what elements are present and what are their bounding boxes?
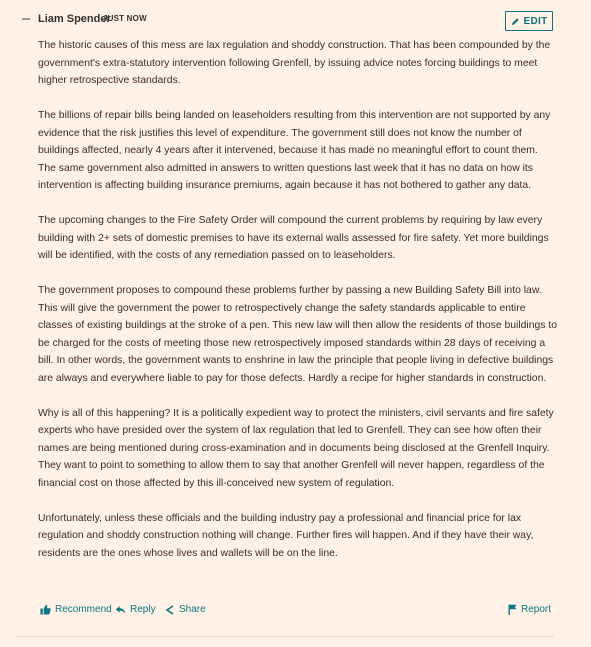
divider <box>16 636 554 637</box>
recommend-label: Recommend <box>55 604 112 615</box>
comment-paragraph: The upcoming changes to the Fire Safety Order will compound the current problems by requiring by law every building with 2+ sets of domestic premises to have its external walls assessed for fire safety. Yet more buildings will be identified, with the costs of any remediation passed on to leaseholders. <box>38 215 549 261</box>
comment-body <box>38 37 558 580</box>
share-button[interactable] <box>165 604 206 615</box>
comment-paragraph: The billions of repair bills being landed on leaseholders resulting from this intervention are not supported by any evidence that the risk justifies this level of expenditure. The government still does not know the number of buildings affected, nearly 4 years after it intervened, because it has made no meaningful effort to count them. The same government also admitted in answers to written questions last week that it has no data on how its intervention is affecting building insurance premiums, again because it has not bothered to gather any data. <box>38 110 551 191</box>
report-label: Report <box>521 604 552 615</box>
edit-button[interactable] <box>505 11 553 31</box>
collapse-toggle[interactable] <box>22 18 30 20</box>
thumbs-up-icon <box>40 604 51 615</box>
reply-button[interactable] <box>115 604 156 615</box>
comment-paragraph: Unfortunately, unless these officials and the building industry pay a professional and financial price for lax regulation and shoddy construction nothing will change. Further fires will happen. And if they have their way, residents are the ones whose lives and wallets will be on the line. <box>38 512 534 559</box>
comment-author[interactable]: Liam Spender <box>38 13 111 25</box>
report-button[interactable] <box>508 604 551 615</box>
flag-icon <box>508 604 517 615</box>
pencil-icon <box>511 17 520 26</box>
recommend-button[interactable] <box>40 604 112 615</box>
reply-label: Reply <box>130 604 156 615</box>
comment-paragraph: The government proposes to compound these problems further by passing a new Building Safety Bill into law. This will give the government the power to retrospectively change the safety standards applicable to entire classes of existing buildings at the stroke of a pen. This new law will then allow the residents of those buildings to be charged for the costs of meeting those new retrospectively imposed standards within 28 days of receiving a bill. In other words, the government wants to enshrine in law the principle that people living in defective buildings are always and everywhere liable to pay for those defects. Hardly a recipe for higher standards in construction. <box>38 285 558 384</box>
share-icon <box>165 605 175 615</box>
comment-timestamp: JUST NOW <box>103 14 147 23</box>
comment-paragraph: Why is all of this happening? It is a politically expedient way to protect the ministers, civil servants and fire safety experts who have presided over the system of lax regulation that led to Grenfell. They can see how often their names are being mentioned during cross-examination and in documents being disclosed at the Grenfell Inquiry. They want to point to something to allow them to say that another Grenfell will never happen, regardless of the financial cost on those affected by this ill-conceived new system of regulation. <box>38 407 554 489</box>
comment-actions <box>40 604 550 620</box>
share-label: Share <box>179 604 206 615</box>
reply-arrow-icon <box>115 605 126 615</box>
comment-paragraph: The historic causes of this mess are lax regulation and shoddy construction. That has been compounded by the government's extra-statutory intervention following Grenfell, by issuing advice notes forcing buildings to meet higher retrospective standards. <box>38 40 551 86</box>
edit-button-label: EDIT <box>523 15 548 27</box>
